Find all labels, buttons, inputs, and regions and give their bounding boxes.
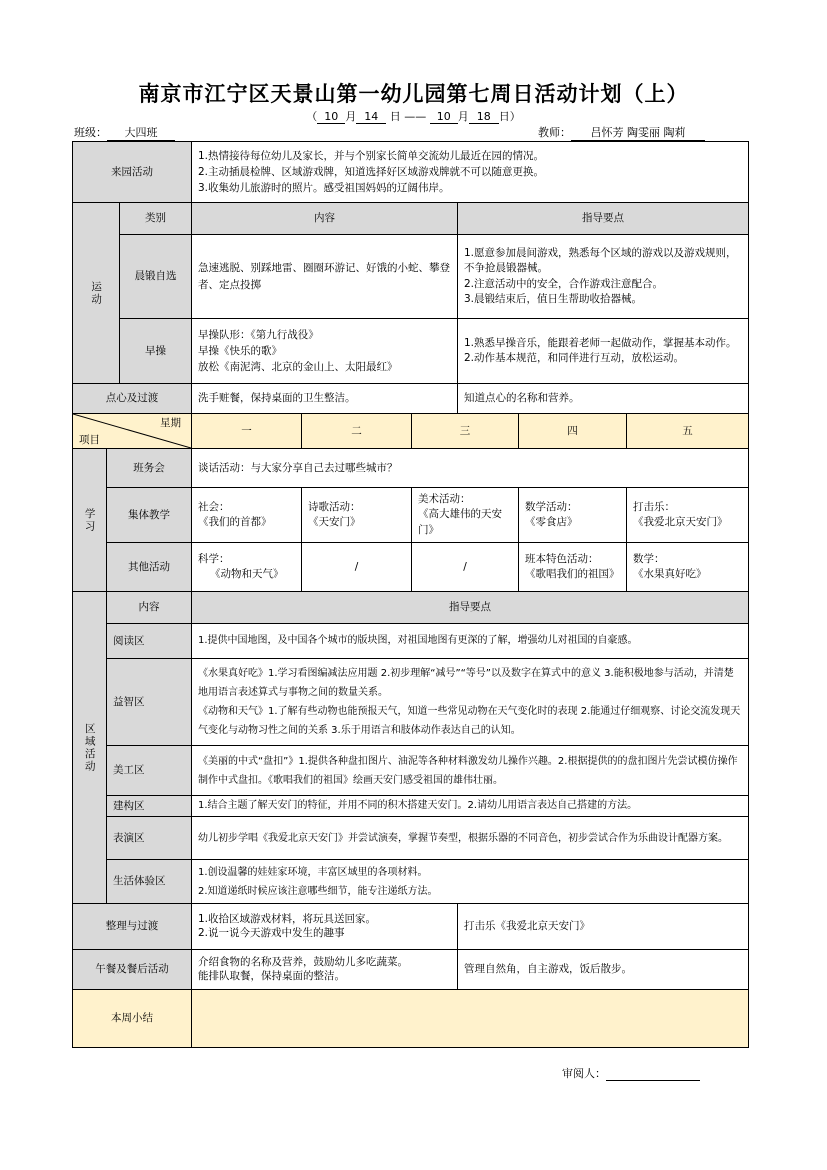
- exercise-row-guide: [457, 318, 749, 384]
- arrival-item: 2.主动插晨检牌、区域游戏牌，知道选择好区域游戏牌就不可以随意更换。: [198, 165, 545, 178]
- subject: 打击乐：: [633, 500, 675, 513]
- subject: 班本特色活动：: [525, 552, 599, 565]
- exercise-label-text: 运动: [90, 280, 103, 306]
- class-label: 班级：: [74, 126, 107, 139]
- group-teaching-cell: [411, 487, 519, 543]
- start-day[interactable]: 14: [356, 110, 386, 124]
- activity: 《高大雄伟的天安门》: [418, 508, 502, 536]
- arrival-label: 来园活动: [72, 141, 192, 203]
- subject: 美术活动：: [418, 493, 471, 506]
- activity: 《我爱北京天安门》: [633, 516, 728, 528]
- subject: 社会：: [198, 500, 230, 513]
- content-line: 能排队取餐，保持桌面的整洁。: [198, 969, 345, 982]
- content-line: 早操《快乐的歌》: [198, 344, 282, 357]
- guide-line: 2.注意活动中的安全，合作游戏注意配合。: [464, 277, 664, 290]
- reviewer-label: 审阅人：: [562, 1067, 606, 1080]
- group-teaching-cell: [626, 487, 749, 543]
- group-teaching-label: 集体教学: [106, 487, 192, 543]
- activity: 《零食店》: [525, 516, 578, 528]
- subject: 数学：: [633, 552, 665, 565]
- guide-line: 1.创设温馨的娃娃家环境，丰富区域里的各项材料。: [198, 866, 428, 878]
- guide-line: 2.动作基本规范，和同伴进行互动，放松运动。: [464, 352, 685, 364]
- class-value[interactable]: 大四班: [107, 124, 175, 141]
- guide-line: 《水果真好吃》1.学习看图编减法应用题 2.初步理解“减号”“等号”以及数字在算式中的意义 3.能积极地参与活动，并清楚地用语言表述算式与事物之间的数量关系。: [198, 668, 734, 698]
- month-label: 月: [457, 110, 469, 123]
- tidy-label: 整理与过渡: [72, 903, 192, 950]
- other-activity-cell: /: [411, 542, 519, 592]
- group-teaching-cell: [518, 487, 627, 543]
- start-month[interactable]: 10: [317, 110, 345, 124]
- content-line: 早操队形：《第九行战役》: [198, 328, 319, 341]
- other-activity-cell: [191, 542, 302, 592]
- exercise-row-name: 晨锻自选: [119, 234, 192, 319]
- area-guide: [191, 745, 749, 796]
- guide-line: 2.知道递纸时候应该注意哪些细节，能专注递纸方法。: [198, 885, 438, 897]
- teacher-value[interactable]: 吕怀芳 陶雯丽 陶莉: [571, 124, 705, 141]
- dash: ——: [404, 110, 427, 123]
- category-header: 类别: [119, 202, 192, 235]
- date-range: [0, 108, 827, 124]
- content-line: 急速逃脱、别踩地雷、圈圈环游记、好饿的小蛇、攀登者、定点投掷: [198, 262, 450, 291]
- summary-content[interactable]: [191, 989, 749, 1048]
- group-teaching-cell: [301, 487, 412, 543]
- area-name: 生活体验区: [106, 859, 192, 904]
- tidy-guide: 打击乐《我爱北京天安门》: [457, 903, 749, 950]
- activity: 《动物和天气》: [210, 568, 284, 580]
- lunch-guide: 管理自然角，自主游戏，饭后散步。: [457, 949, 749, 990]
- arrival-item: 1.热情接待每位幼儿及家长，并与个别家长简单交流幼儿最近在园的情况。: [198, 149, 545, 162]
- content-line: 1.收拾区域游戏材料，将玩具送回家。: [198, 912, 377, 925]
- activity: 《天安门》: [308, 516, 361, 528]
- day-header: 五: [626, 413, 749, 449]
- guide-line: 1.提供中国地图，及中国各个城市的版块图，对祖国地图有更深的了解，增强幼儿对祖国的自豪感。: [198, 635, 638, 647]
- day-header: 四: [518, 413, 627, 449]
- activity: 《我们的首都》: [198, 516, 272, 528]
- area-name: 美工区: [106, 745, 192, 796]
- areas-content-header: 内容: [106, 591, 192, 624]
- end-month[interactable]: 10: [430, 110, 458, 124]
- arrival-item: 3.收集幼儿旅游时的照片。感受祖国妈妈的辽阔伟岸。: [198, 182, 450, 195]
- areas-guide-header: 指导要点: [191, 591, 749, 624]
- day-header: 三: [411, 413, 519, 449]
- arrival-content: [191, 141, 749, 203]
- subject: 数学活动：: [525, 500, 578, 513]
- guide-line: 1.熟悉早操音乐，能跟着老师一起做动作，掌握基本动作。: [464, 336, 737, 349]
- area-guide: [191, 623, 749, 659]
- content-line: 放松《南泥湾、北京的金山上、太阳最红》: [198, 361, 398, 374]
- exercise-label: [72, 202, 120, 384]
- activity: 《水果真好吃》: [633, 568, 707, 580]
- day-label: 日: [389, 110, 401, 123]
- other-activity-cell: [518, 542, 627, 592]
- area-guide: [191, 816, 749, 860]
- lunch-content: [191, 949, 458, 990]
- guide-line: 1.愿意参加晨间游戏，熟悉每个区域的游戏以及游戏规则，不争抢晨锻器械。: [464, 247, 737, 275]
- tidy-content: [191, 903, 458, 950]
- exercise-row-content: [191, 234, 458, 319]
- guide-line: 《动物和天气》1.了解有些动物也能预报天气，知道一些常见动物在天气变化时的表现 2.能通过仔细观察、讨论交流发现天气变化与动物习性之间的关系 3.乐于用语言和肢体动作表达自己的认知。: [198, 706, 741, 736]
- meeting-label: 班务会: [106, 448, 192, 488]
- other-activity-cell: /: [301, 542, 412, 592]
- item-label: 项目: [79, 433, 100, 446]
- area-name: 建构区: [106, 795, 192, 817]
- areas-label: [72, 591, 107, 904]
- area-guide: [191, 859, 749, 904]
- summary-label: 本周小结: [72, 989, 192, 1048]
- paren-open: （: [306, 110, 318, 123]
- day-header: 一: [191, 413, 302, 449]
- weekday-label: 星期: [160, 417, 181, 429]
- reviewer-signature-line[interactable]: [606, 1067, 700, 1081]
- other-activity-cell: [626, 542, 749, 592]
- snack-content: 洗手赃餐，保持桌面的卫生整洁。: [191, 383, 458, 414]
- area-guide: [191, 658, 749, 746]
- end-day[interactable]: 18: [469, 110, 499, 124]
- content-header: 内容: [191, 202, 458, 235]
- teacher-field: [538, 124, 705, 141]
- guide-line: 3.晨锻结束后，值日生帮助收拾器械。: [464, 292, 643, 305]
- content-line: 2.说一说今天游戏中发生的趣事: [198, 926, 345, 939]
- month-label: 月: [345, 110, 357, 123]
- subject: 科学：: [198, 552, 230, 565]
- guide-line: 《美丽的中式“盘扣”》1.提供各种盘扣图片、油泥等各种材料激发幼儿操作兴趣。2.根据提供的的盘扣图片先尝试模仿操作制作中式盘扣。《歌唱我们的祖国》绘画天安门感受祖国的雄伟壮丽。: [198, 755, 738, 786]
- subject: 诗歌活动：: [308, 500, 361, 513]
- activity: 《歌唱我们的祖国》: [525, 568, 620, 580]
- area-name: 阅读区: [106, 623, 192, 659]
- class-field: [74, 124, 175, 141]
- snack-guide: 知道点心的名称和营养。: [457, 383, 749, 414]
- page-title: 南京市江宁区天景山第一幼儿园第七周日活动计划（上）: [138, 82, 689, 106]
- exercise-row-content: [191, 318, 458, 384]
- area-name: 表演区: [106, 816, 192, 860]
- study-label-text: 学习: [83, 507, 96, 533]
- meeting-content: 谈话活动：与大家分享自己去过哪些城市？: [191, 448, 749, 488]
- reviewer-field: [562, 1065, 700, 1081]
- snack-label: 点心及过渡: [72, 383, 192, 414]
- lunch-label: 午餐及餐后活动: [72, 949, 192, 990]
- area-name: 益智区: [106, 658, 192, 746]
- guide-header: 指导要点: [457, 202, 749, 235]
- content-line: 介绍食物的名称及营养，鼓励幼儿多吃蔬菜。: [198, 955, 408, 968]
- area-guide: [191, 795, 749, 817]
- guide-line: 幼儿初步学唱《我爱北京天安门》并尝试演奏，掌握节奏型，根据乐器的不同音色，初步尝试合作为乐曲设计配器方案。: [198, 832, 728, 844]
- day-label: 日）: [498, 110, 521, 123]
- exercise-row-name: 早操: [119, 318, 192, 384]
- day-header: 二: [301, 413, 412, 449]
- areas-label-text: 区域活动: [83, 722, 96, 773]
- weekday-item-header: [72, 413, 192, 449]
- group-teaching-cell: [191, 487, 302, 543]
- exercise-row-guide: [457, 234, 749, 319]
- guide-line: 1.结合主题了解天安门的特征，并用不同的积木搭建天安门。2.请幼儿用语言表达自己搭建的方法。: [198, 800, 638, 812]
- teacher-label: 教师：: [538, 126, 571, 139]
- other-activities-label: 其他活动: [106, 542, 192, 592]
- study-label: [72, 448, 107, 592]
